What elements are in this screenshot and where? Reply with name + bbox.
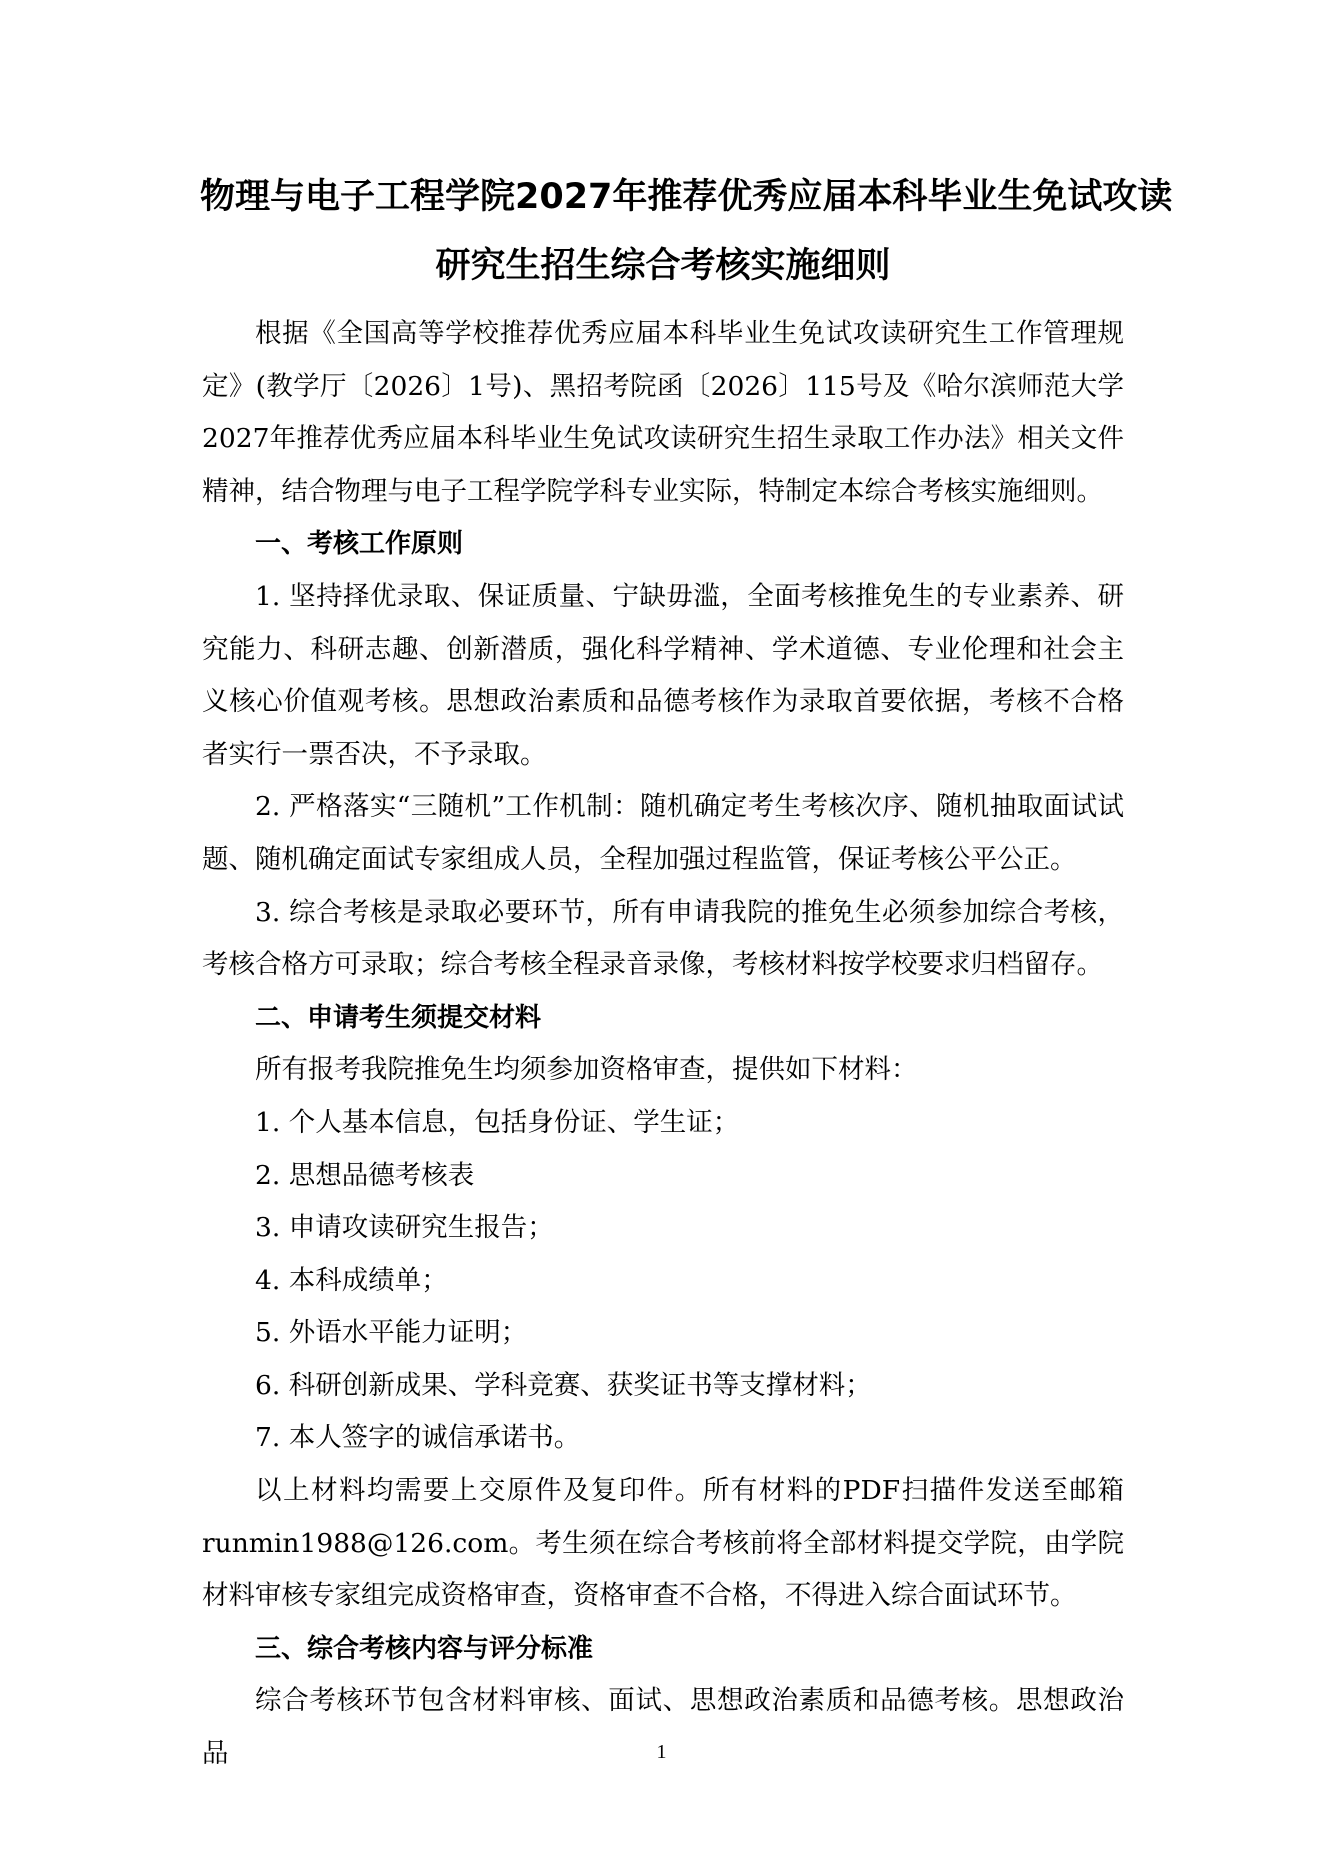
material-list-item: 3. 申请攻读研究生报告；	[255, 1212, 554, 1244]
section-1-item: 1. 坚持择优录取、保证质量、宁缺毋滥，全面考核推免生的专业素养、研究能力、科研志趣、创新潜质，强化科学精神、学术道德、专业伦理和社会主义核心价值观考核。思想政治素质和品德考核作为录取首要依据，考核不合格者实行一票否决，不予录取。	[202, 580, 1124, 770]
section-2-closing: 以上材料均需要上交原件及复印件。所有材料的PDF扫描件发送至邮箱runmin1988@126.com。考生须在综合考核前将全部材料提交学院，由学院材料审核专家组完成资格审查，资格审查不合格，不得进入综合面试环节。	[202, 1475, 1124, 1612]
material-list-item: 7. 本人签字的诚信承诺书。	[255, 1422, 581, 1454]
material-list-item: 6. 科研创新成果、学科竞赛、获奖证书等支撑材料；	[255, 1369, 872, 1401]
material-list-item: 1. 个人基本信息，包括身份证、学生证；	[255, 1106, 740, 1138]
intro-paragraph: 根据《全国高等学校推荐优秀应届本科毕业生免试攻读研究生工作管理规定》(教学厅〔2026〕1号)、黑招考院函〔2026〕115号及《哈尔滨师范大学2027年推荐优秀应届本科毕业生免试攻读研究生招生录取工作办法》相关文件精神，结合物理与电子工程学院学科专业实际，特制定本综合考核实施细则。	[202, 318, 1124, 507]
document-body	[202, 308, 1124, 1781]
section-2-lead: 所有报考我院推免生均须参加资格审查，提供如下材料：	[255, 1054, 918, 1086]
section-2-heading: 二、申请考生须提交材料	[255, 1002, 542, 1033]
section-3-heading: 三、综合考核内容与评分标准	[255, 1633, 594, 1664]
material-list-item: 2. 思想品德考核表	[255, 1159, 475, 1191]
material-list-item: 4. 本科成绩单；	[255, 1264, 448, 1296]
section-1-heading: 一、考核工作原则	[255, 529, 464, 560]
section-1-item: 3. 综合考核是录取必要环节，所有申请我院的推免生必须参加综合考核，考核合格方可录取；综合考核全程录音录像，考核材料按学校要求归档留存。	[202, 896, 1124, 981]
section-3-paragraph: 综合考核环节包含材料审核、面试、思想政治素质和品德考核。思想政治品	[202, 1685, 1124, 1770]
document-title-line-1: 物理与电子工程学院2027年推荐优秀应届本科毕业生免试攻读	[200, 177, 1173, 217]
material-list-item: 5. 外语水平能力证明；	[255, 1317, 528, 1349]
document-title-line-2: 研究生招生综合考核实施细则	[435, 246, 891, 286]
section-1-item: 2. 严格落实“三随机”工作机制：随机确定考生考核次序、随机抽取面试试题、随机确定面试专家组成人员，全程加强过程监管，保证考核公平公正。	[202, 791, 1124, 875]
page-number: 1	[656, 1741, 667, 1763]
